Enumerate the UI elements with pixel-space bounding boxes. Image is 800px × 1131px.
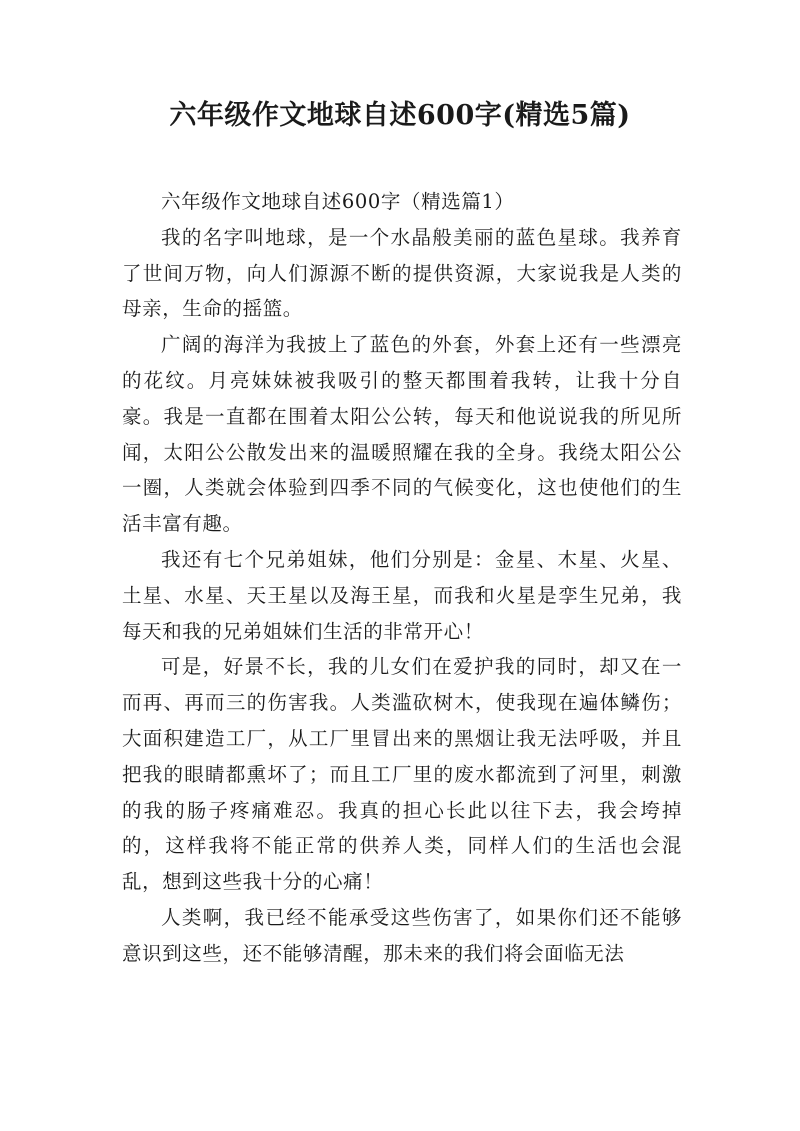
document-title: 六年级作文地球自述600字(精选5篇) <box>169 100 631 131</box>
paragraph: 我还有七个兄弟姐妹，他们分别是：金星、木星、火星、土星、水星、天王星以及海王星，而我和火星是孪生兄弟，我每天和我的兄弟姐妹们生活的非常开心！ <box>122 547 682 643</box>
paragraph: 广阔的海洋为我披上了蓝色的外套，外套上还有一些漂亮的花纹。月亮妹妹被我吸引的整天都围着我转，让我十分自豪。我是一直都在围着太阳公公转，每天和他说说我的所见所闻，太阳公公散发出来的温暖照耀在我的全身。我绕太阳公公一圈，人类就会体验到四季不同的气候变化，这也使他们的生活丰富有趣。 <box>122 333 682 536</box>
paragraph: 我的名字叫地球，是一个水晶般美丽的蓝色星球。我养育了世间万物，向人们源源不断的提供资源，大家说我是人类的母亲，生命的摇篮。 <box>122 225 682 321</box>
paragraph: 可是，好景不长，我的儿女们在爱护我的同时，却又在一而再、再而三的伤害我。人类滥砍树木，使我现在遍体鳞伤；大面积建造工厂，从工厂里冒出来的黑烟让我无法呼吸，并且把我的眼睛都熏坏了；而且工厂里的废水都流到了河里，刺激的我的肠子疼痛难忍。我真的担心长此以往下去，我会垮掉的，这样我将不能正常的供养人类，同样人们的生活也会混乱，想到这些我十分的心痛！ <box>122 655 682 894</box>
section-heading: 六年级作文地球自述600字（精选篇1） <box>161 190 515 213</box>
paragraph: 人类啊，我已经不能承受这些伤害了，如果你们还不能够意识到这些，还不能够清醒，那未来的我们将会面临无法 <box>122 905 682 965</box>
document-body <box>122 184 682 972</box>
